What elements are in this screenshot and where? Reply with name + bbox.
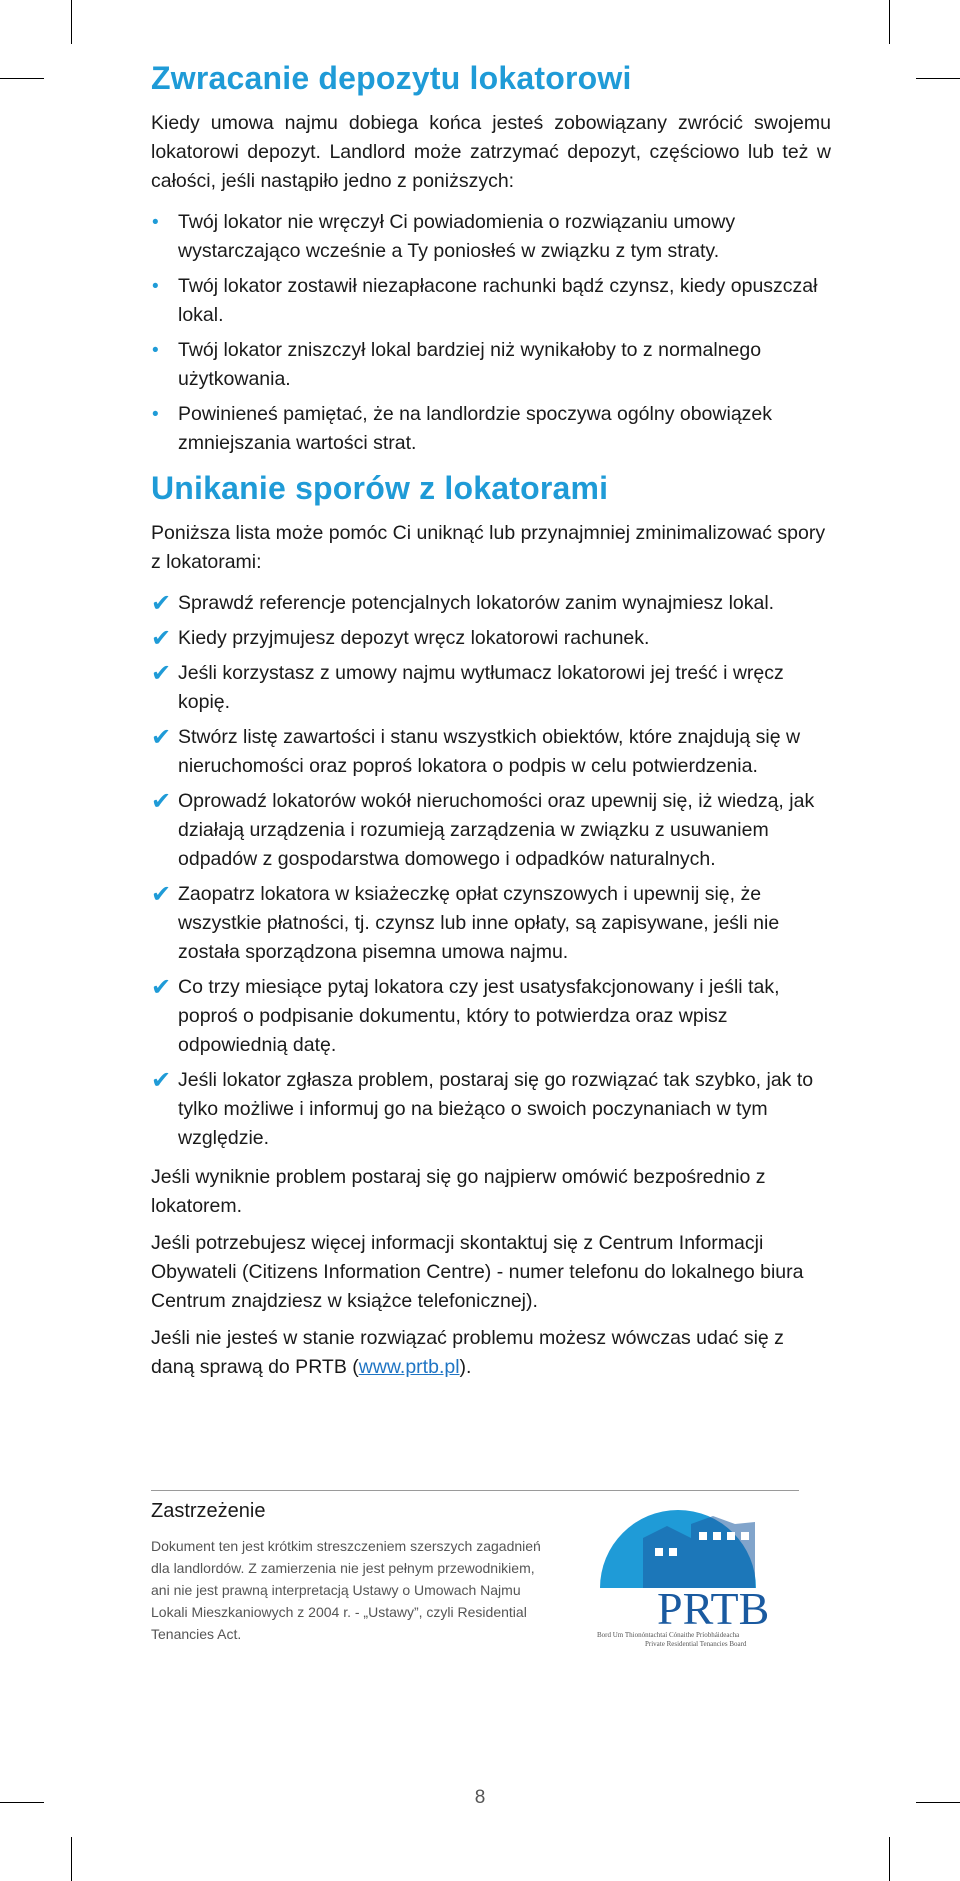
disputes-intro: Poniższa lista może pomóc Ci uniknąć lub przynajmniej zminimalizować spory z lokatorami: <box>151 522 826 573</box>
crop-mark <box>0 78 44 79</box>
deposit-intro: Kiedy umowa najmu dobiega końca jesteś zobowiązany zwrócić swojemu lokatorowi depozyt. Landlord może zatrzymać depozyt, częściowo lub też w całości, jeśli nastąpiło jedno z poniższych: <box>151 112 831 192</box>
paragraph-prtb: Jeśli nie jesteś w stanie rozwiązać problemu możesz wówczas udać się z daną sprawą do PRTB (www.prtb.pl). <box>151 1327 784 1378</box>
checkmark-icon: ✔ <box>151 625 172 652</box>
crop-mark <box>916 78 960 79</box>
bullet-icon: • <box>152 276 159 297</box>
section-heading-disputes: Unikanie sporów z lokatorami <box>151 470 609 506</box>
prtb-logo <box>595 1500 810 1650</box>
list-item: ✔ Sprawdź referencje potencjalnych lokatorów zanim wynajmiesz lokal. <box>151 590 775 617</box>
checkmark-icon: ✔ <box>151 974 172 1001</box>
list-item: ✔ Jeśli lokator zgłasza problem, postaraj się go rozwiązać tak szybko, jak to tylko możliwe i informuj go na bieżąco o swoich poczynaniach w tym względzie. <box>151 1067 814 1149</box>
crop-mark <box>71 0 72 44</box>
list-item: ✔ Kiedy przyjmujesz depozyt wręcz lokatorowi rachunek. <box>151 625 650 652</box>
list-item: • Twój lokator zniszczył lokal bardziej niż wynikałoby to z normalnego użytkowania. <box>151 336 831 394</box>
checkmark-icon: ✔ <box>151 1067 172 1094</box>
disclaimer-text: Dokument ten jest krótkim streszczeniem szerszych zagadnień dla landlordów. Z zamierzenia nie jest pełnym przewodnikiem, ani nie jest prawną interpretacją Ustawy o Umowach Najmu Lokali Mieszkaniowych z 2004 r. - „Ustawy”, czyli Residential Tenancies Act. <box>151 1538 541 1642</box>
logo-line-irish: Bord Um Thionóntachtaí Cónaithe Príobháideacha <box>597 1631 740 1639</box>
paragraph-citizens-info: Jeśli potrzebujesz więcej informacji skontaktuj się z Centrum Informacji Obywateli (Citizens Information Centre) - numer telefonu do lokalnego biura Centrum znajdziesz w książce telefonicznej). <box>151 1232 804 1312</box>
checkmark-icon: ✔ <box>151 724 172 751</box>
page-content <box>151 60 831 1398</box>
deposit-bullet-list <box>151 208 831 458</box>
footer-divider <box>151 1490 799 1491</box>
checkmark-icon: ✔ <box>151 881 172 908</box>
list-item: • Twój lokator zostawił niezapłacone rachunki bądź czynsz, kiedy opuszczał lokal. <box>151 272 831 330</box>
list-item: ✔ Co trzy miesiące pytaj lokatora czy jest usatysfakcjonowany i jeśli tak, poproś o podpisanie dokumentu, który to potwierdza oraz wpisz odpowiednią datę. <box>151 974 780 1056</box>
prtb-website-link[interactable]: www.prtb.pl <box>358 1356 460 1378</box>
list-item: ✔ Oprowadź lokatorów wokół nieruchomości oraz upewnij się, iż wiedzą, jak działają urządzenia i rozumieją zarządzenia w związku z usuwaniem odpadów z gospodarstwa domowego i odpadków naturalnych. <box>151 788 815 870</box>
checkmark-icon: ✔ <box>151 788 172 815</box>
prtb-logo-graphic <box>595 1500 810 1650</box>
list-item: ✔ Stwórz listę zawartości i stanu wszystkich obiektów, które znajdują się w nieruchomości oraz poproś lokatora o podpis w celu potwierdzenia. <box>151 724 801 777</box>
checkmark-icon: ✔ <box>151 660 172 687</box>
disputes-check-list <box>151 589 831 1153</box>
page-number: 8 <box>474 1787 486 1808</box>
checkmark-icon: ✔ <box>151 590 172 617</box>
disclaimer-title: Zastrzeżenie <box>151 1500 266 1522</box>
crop-mark <box>889 1837 890 1881</box>
bullet-icon: • <box>152 404 159 425</box>
section-heading-deposit: Zwracanie depozytu lokatorowi <box>151 60 632 96</box>
logo-line-english: Private Residential Tenancies Board <box>645 1640 747 1648</box>
crop-mark <box>71 1837 72 1881</box>
crop-mark <box>889 0 890 44</box>
bullet-icon: • <box>152 340 159 361</box>
logo-wordmark: PRTB <box>657 1583 770 1634</box>
paragraph-discuss: Jeśli wyniknie problem postaraj się go najpierw omówić bezpośrednio z lokatorem. <box>151 1166 766 1217</box>
list-item: • Powinieneś pamiętać, że na landlordzie spoczywa ogólny obowiązek zmniejszania wartości strat. <box>151 400 831 458</box>
list-item: ✔ Jeśli korzystasz z umowy najmu wytłumacz lokatorowi jej treść i wręcz kopię. <box>151 660 784 713</box>
list-item: • Twój lokator nie wręczył Ci powiadomienia o rozwiązaniu umowy wystarczająco wcześnie a Ty poniosłeś w związku z tym straty. <box>151 208 831 266</box>
bullet-icon: • <box>152 212 159 233</box>
list-item: ✔ Zaopatrz lokatora w ksiażeczkę opłat czynszowych i upewnij się, że wszystkie płatności, tj. czynsz lub inne opłaty, są zapisywane, jeśli nie została sporządzona pisemna umowa najmu. <box>151 881 780 963</box>
